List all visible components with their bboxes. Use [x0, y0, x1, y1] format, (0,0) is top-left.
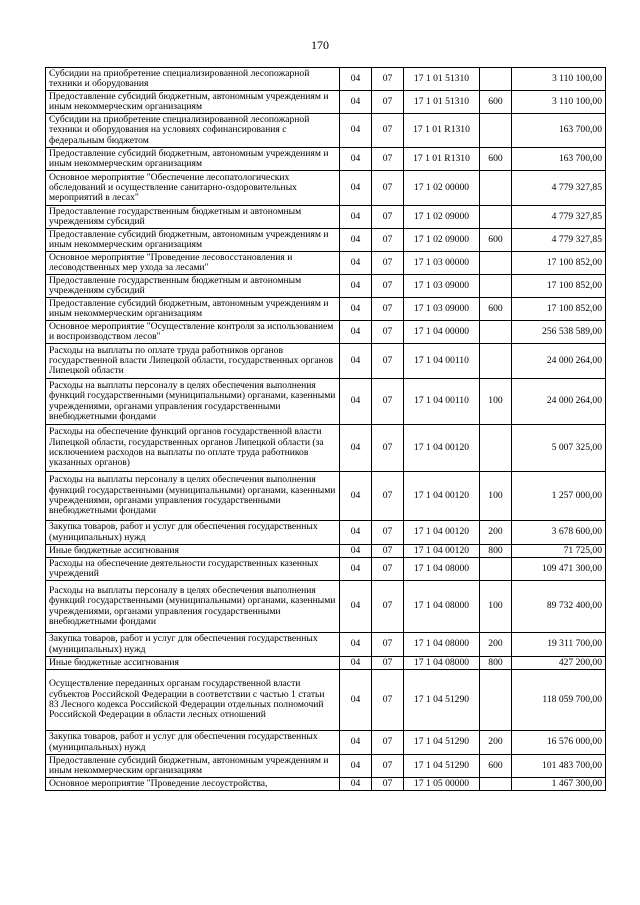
subsection-code: 07 [372, 778, 404, 791]
target-article-code: 17 1 04 08000 [404, 581, 480, 633]
amount: 89 732 400,00 [512, 581, 606, 633]
amount: 1 467 300,00 [512, 778, 606, 791]
section-code: 04 [340, 148, 372, 171]
budget-table [45, 67, 606, 791]
amount: 5 007 325,00 [512, 425, 606, 472]
subsection-code: 07 [372, 114, 404, 148]
target-article-code: 17 1 03 09000 [404, 275, 480, 298]
section-code: 04 [340, 206, 372, 229]
expense-type-code [480, 68, 512, 91]
target-article-code: 17 1 01 R1310 [404, 114, 480, 148]
item-name: Субсидии на приобретение специализированной лесопожарной техники и оборудования на условиях софинансирования с федеральным бюджетом [46, 114, 340, 148]
table-row [46, 91, 606, 114]
section-code: 04 [340, 252, 372, 275]
section-code: 04 [340, 298, 372, 321]
amount: 3 110 100,00 [512, 68, 606, 91]
table-row [46, 425, 606, 472]
amount: 101 483 700,00 [512, 755, 606, 778]
section-code: 04 [340, 344, 372, 379]
subsection-code: 07 [372, 670, 404, 731]
subsection-code: 07 [372, 379, 404, 425]
target-article-code: 17 1 04 08000 [404, 633, 480, 657]
item-name: Расходы на выплаты по оплате труда работников органов государственной власти Липецкой области, государственных органов Липецкой области [46, 344, 340, 379]
expense-type-code [480, 425, 512, 472]
table-row [46, 206, 606, 229]
table-row [46, 68, 606, 91]
section-code: 04 [340, 731, 372, 755]
amount: 4 779 327,85 [512, 229, 606, 252]
target-article-code: 17 1 04 51290 [404, 670, 480, 731]
target-article-code: 17 1 03 09000 [404, 298, 480, 321]
target-article-code: 17 1 04 00110 [404, 344, 480, 379]
expense-type-code: 100 [480, 472, 512, 521]
item-name: Расходы на выплаты персоналу в целях обеспечения выполнения функций государственными (муниципальными) органами, казенными учреждениями, органами управления государственными внебюджетными фондами [46, 472, 340, 521]
expense-type-code [480, 252, 512, 275]
target-article-code: 17 1 04 08000 [404, 657, 480, 670]
item-name: Субсидии на приобретение специализированной лесопожарной техники и оборудования [46, 68, 340, 91]
section-code: 04 [340, 68, 372, 91]
item-name: Закупка товаров, работ и услуг для обеспечения государственных (муниципальных) нужд [46, 731, 340, 755]
target-article-code: 17 1 04 00110 [404, 379, 480, 425]
section-code: 04 [340, 778, 372, 791]
target-article-code: 17 1 04 00000 [404, 321, 480, 344]
amount: 3 678 600,00 [512, 521, 606, 545]
table-row [46, 657, 606, 670]
section-code: 04 [340, 633, 372, 657]
subsection-code: 07 [372, 472, 404, 521]
expense-type-code [480, 171, 512, 206]
subsection-code: 07 [372, 344, 404, 379]
item-name: Расходы на выплаты персоналу в целях обеспечения выполнения функций государственными (муниципальными) органами, казенными учреждениями, органами управления государственными внебюджетными фондами [46, 581, 340, 633]
expense-type-code: 800 [480, 657, 512, 670]
amount: 1 257 000,00 [512, 472, 606, 521]
amount: 118 059 700,00 [512, 670, 606, 731]
target-article-code: 17 1 04 00120 [404, 425, 480, 472]
amount: 3 110 100,00 [512, 91, 606, 114]
target-article-code: 17 1 04 00120 [404, 521, 480, 545]
item-name: Расходы на обеспечение деятельности государственных казенных учреждений [46, 558, 340, 581]
item-name: Предоставление субсидий бюджетным, автономным учреждениям и иным некоммерческим организациям [46, 91, 340, 114]
item-name: Основное мероприятие "Осуществление контроля за использованием и воспроизводством лесов" [46, 321, 340, 344]
item-name: Закупка товаров, работ и услуг для обеспечения государственных (муниципальных) нужд [46, 633, 340, 657]
section-code: 04 [340, 472, 372, 521]
subsection-code: 07 [372, 229, 404, 252]
section-code: 04 [340, 670, 372, 731]
table-row [46, 344, 606, 379]
expense-type-code [480, 344, 512, 379]
section-code: 04 [340, 558, 372, 581]
expense-type-code: 600 [480, 91, 512, 114]
section-code: 04 [340, 755, 372, 778]
section-code: 04 [340, 581, 372, 633]
item-name: Иные бюджетные ассигнования [46, 545, 340, 558]
item-name: Предоставление государственным бюджетным и автономным учреждениям субсидий [46, 275, 340, 298]
expense-type-code: 600 [480, 755, 512, 778]
table-row [46, 379, 606, 425]
subsection-code: 07 [372, 206, 404, 229]
table-row [46, 633, 606, 657]
expense-type-code: 600 [480, 229, 512, 252]
table-row [46, 298, 606, 321]
amount: 16 576 000,00 [512, 731, 606, 755]
subsection-code: 07 [372, 425, 404, 472]
item-name: Основное мероприятие "Проведение лесовосстановления и лесоводственных мер ухода за лесами" [46, 252, 340, 275]
amount: 4 779 327,85 [512, 206, 606, 229]
expense-type-code: 800 [480, 545, 512, 558]
table-row [46, 321, 606, 344]
table-row [46, 558, 606, 581]
target-article-code: 17 1 01 R1310 [404, 148, 480, 171]
item-name: Иные бюджетные ассигнования [46, 657, 340, 670]
subsection-code: 07 [372, 657, 404, 670]
section-code: 04 [340, 321, 372, 344]
table-row [46, 778, 606, 791]
section-code: 04 [340, 521, 372, 545]
amount: 17 100 852,00 [512, 275, 606, 298]
amount: 427 200,00 [512, 657, 606, 670]
expense-type-code: 200 [480, 731, 512, 755]
section-code: 04 [340, 545, 372, 558]
expense-type-code: 100 [480, 379, 512, 425]
target-article-code: 17 1 02 09000 [404, 206, 480, 229]
amount: 109 471 300,00 [512, 558, 606, 581]
expense-type-code [480, 206, 512, 229]
target-article-code: 17 1 02 00000 [404, 171, 480, 206]
target-article-code: 17 1 04 00120 [404, 545, 480, 558]
expense-type-code [480, 778, 512, 791]
section-code: 04 [340, 114, 372, 148]
subsection-code: 07 [372, 321, 404, 344]
expense-type-code [480, 670, 512, 731]
subsection-code: 07 [372, 755, 404, 778]
section-code: 04 [340, 275, 372, 298]
table-row [46, 229, 606, 252]
table-row [46, 275, 606, 298]
amount: 4 779 327,85 [512, 171, 606, 206]
item-name: Предоставление субсидий бюджетным, автономным учреждениям и иным некоммерческим организациям [46, 298, 340, 321]
subsection-code: 07 [372, 171, 404, 206]
target-article-code: 17 1 05 00000 [404, 778, 480, 791]
section-code: 04 [340, 229, 372, 252]
amount: 19 311 700,00 [512, 633, 606, 657]
subsection-code: 07 [372, 581, 404, 633]
table-row [46, 581, 606, 633]
item-name: Предоставление субсидий бюджетным, автономным учреждениям и иным некоммерческим организациям [46, 148, 340, 171]
expense-type-code [480, 114, 512, 148]
item-name: Предоставление государственным бюджетным и автономным учреждениям субсидий [46, 206, 340, 229]
section-code: 04 [340, 379, 372, 425]
target-article-code: 17 1 04 00120 [404, 472, 480, 521]
item-name: Основное мероприятие "Обеспечение лесопатологических обследований и осуществление санитарно-оздоровительных мероприятий в лесах" [46, 171, 340, 206]
subsection-code: 07 [372, 275, 404, 298]
expense-type-code [480, 321, 512, 344]
amount: 256 538 589,00 [512, 321, 606, 344]
expense-type-code [480, 558, 512, 581]
expense-type-code: 100 [480, 581, 512, 633]
table-row [46, 252, 606, 275]
subsection-code: 07 [372, 558, 404, 581]
section-code: 04 [340, 91, 372, 114]
table-row [46, 755, 606, 778]
target-article-code: 17 1 01 51310 [404, 68, 480, 91]
amount: 163 700,00 [512, 114, 606, 148]
amount: 24 000 264,00 [512, 344, 606, 379]
section-code: 04 [340, 657, 372, 670]
amount: 17 100 852,00 [512, 298, 606, 321]
target-article-code: 17 1 04 51290 [404, 731, 480, 755]
subsection-code: 07 [372, 521, 404, 545]
section-code: 04 [340, 425, 372, 472]
amount: 71 725,00 [512, 545, 606, 558]
subsection-code: 07 [372, 91, 404, 114]
subsection-code: 07 [372, 252, 404, 275]
expense-type-code: 200 [480, 521, 512, 545]
target-article-code: 17 1 01 51310 [404, 91, 480, 114]
expense-type-code [480, 275, 512, 298]
page-number: 170 [311, 38, 329, 52]
expense-type-code: 600 [480, 148, 512, 171]
section-code: 04 [340, 171, 372, 206]
table-row [46, 521, 606, 545]
table-row [46, 670, 606, 731]
expense-type-code: 600 [480, 298, 512, 321]
item-name: Расходы на выплаты персоналу в целях обеспечения выполнения функций государственными (муниципальными) органами, казенными учреждениями, органами управления государственными внебюджетными фондами [46, 379, 340, 425]
target-article-code: 17 1 03 00000 [404, 252, 480, 275]
subsection-code: 07 [372, 633, 404, 657]
item-name: Осуществление переданных органам государственной власти субъектов Российской Федерации в соответствии с частью 1 статьи 83 Лесного кодекса Российской Федерации отдельных полномочий Российской Федерации в области лесных отношений [46, 670, 340, 731]
subsection-code: 07 [372, 148, 404, 171]
subsection-code: 07 [372, 731, 404, 755]
target-article-code: 17 1 04 08000 [404, 558, 480, 581]
table-row [46, 114, 606, 148]
amount: 24 000 264,00 [512, 379, 606, 425]
table-row [46, 148, 606, 171]
subsection-code: 07 [372, 545, 404, 558]
item-name: Закупка товаров, работ и услуг для обеспечения государственных (муниципальных) нужд [46, 521, 340, 545]
table-row [46, 171, 606, 206]
target-article-code: 17 1 04 51290 [404, 755, 480, 778]
target-article-code: 17 1 02 09000 [404, 229, 480, 252]
table-row [46, 472, 606, 521]
expense-type-code: 200 [480, 633, 512, 657]
item-name: Расходы на обеспечение функций органов государственной власти Липецкой области, государственных органов Липецкой области (за исключением расходов на выплаты по оплате труда работников указанных органов) [46, 425, 340, 472]
item-name: Предоставление субсидий бюджетным, автономным учреждениям и иным некоммерческим организациям [46, 229, 340, 252]
amount: 17 100 852,00 [512, 252, 606, 275]
subsection-code: 07 [372, 68, 404, 91]
item-name: Предоставление субсидий бюджетным, автономным учреждениям и иным некоммерческим организациям [46, 755, 340, 778]
subsection-code: 07 [372, 298, 404, 321]
table-row [46, 545, 606, 558]
table-row [46, 731, 606, 755]
amount: 163 700,00 [512, 148, 606, 171]
item-name: Основное мероприятие "Проведение лесоустройства, [46, 778, 340, 791]
budget-table-body [46, 68, 606, 791]
